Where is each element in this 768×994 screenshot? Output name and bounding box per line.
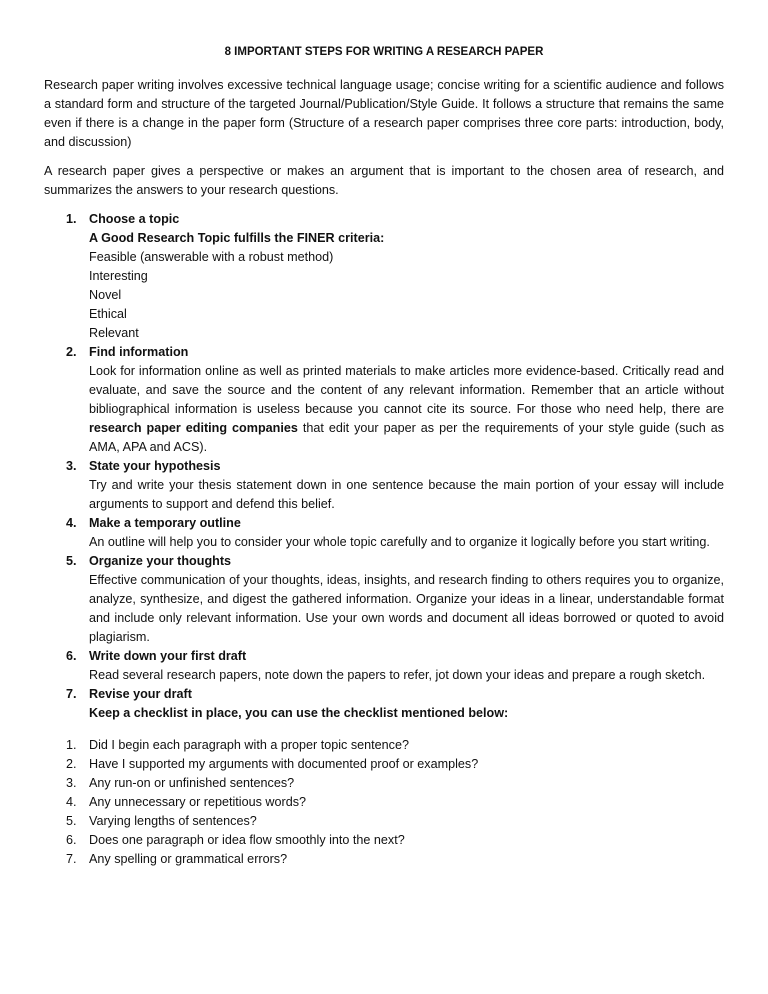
checklist-number: 6.: [66, 833, 77, 847]
checklist-number: 2.: [66, 757, 77, 771]
checklist-number: 3.: [66, 776, 77, 790]
checklist-number: 5.: [66, 814, 77, 828]
step-item: [44, 647, 724, 685]
step-item: [44, 685, 724, 723]
intro-paragraph-2: A research paper gives a perspective or makes an argument that is important to the chosen area of research, and summarizes the answers to your research questions.: [44, 164, 724, 197]
step-title: Make a temporary outline: [89, 516, 241, 530]
step-number: 4.: [66, 516, 77, 530]
checklist-text: Any run-on or unfinished sentences?: [89, 776, 295, 790]
checklist-item: [44, 831, 724, 850]
checklist-number: 1.: [66, 738, 77, 752]
step-number: 2.: [66, 345, 77, 359]
step-body: Try and write your thesis statement down in one sentence because the main portion of your essay will include arguments to support and defend this belief.: [89, 478, 724, 511]
steps-list: [44, 210, 724, 723]
criteria-item: Interesting: [89, 269, 148, 283]
revision-checklist: [44, 736, 724, 869]
checklist-text: Any spelling or grammatical errors?: [89, 852, 288, 866]
step-number: 3.: [66, 459, 77, 473]
checklist-text: Did I begin each paragraph with a proper topic sentence?: [89, 738, 409, 752]
step-number: 5.: [66, 554, 77, 568]
checklist-item: [44, 774, 724, 793]
checklist-number: 4.: [66, 795, 77, 809]
step-item: [44, 343, 724, 457]
checklist-item: [44, 755, 724, 774]
checklist-item: [44, 736, 724, 755]
step-title: State your hypothesis: [89, 459, 221, 473]
checklist-item: [44, 850, 724, 869]
step-title: Revise your draft: [89, 687, 192, 701]
step-item: [44, 457, 724, 514]
step-number: 7.: [66, 687, 77, 701]
checklist-text: Any unnecessary or repetitious words?: [89, 795, 307, 809]
step-item: [44, 514, 724, 552]
step-title: Write down your first draft: [89, 649, 247, 663]
step-number: 1.: [66, 212, 77, 226]
step-body: Effective communication of your thoughts, ideas, insights, and research finding to others requires you to organize, analyze, synthesize, and digest the gathered information. Organize your ideas in a linear, understandable format and include only relevant information. Use your own words and document all ideas borrowed or quoted to avoid plagiarism.: [89, 573, 724, 644]
step-number: 6.: [66, 649, 77, 663]
checklist-item: [44, 793, 724, 812]
step-subheading: A Good Research Topic fulfills the FINER criteria:: [89, 231, 385, 245]
step-body-emphasis: research paper editing companies: [89, 421, 298, 435]
step-title: Organize your thoughts: [89, 554, 232, 568]
step-subheading: Keep a checklist in place, you can use the checklist mentioned below:: [89, 706, 509, 720]
step-title: Find information: [89, 345, 189, 359]
step-body: Read several research papers, note down the papers to refer, jot down your ideas and prepare a rough sketch.: [89, 668, 706, 682]
criteria-item: Novel: [89, 288, 122, 302]
step-body-text: that edit your paper as per the requirements of your style guide (such as AMA, APA and ACS).: [89, 421, 724, 454]
finer-criteria-list: [89, 248, 724, 343]
checklist-text: Have I supported my arguments with documented proof or examples?: [89, 757, 479, 771]
step-body: An outline will help you to consider your whole topic carefully and to organize it logically before you start writing.: [89, 535, 710, 549]
checklist-number: 7.: [66, 852, 77, 866]
criteria-item: Feasible (answerable with a robust method): [89, 250, 334, 264]
step-title: Choose a topic: [89, 212, 180, 226]
step-item: [44, 210, 724, 343]
checklist-item: [44, 812, 724, 831]
intro-paragraph-1: Research paper writing involves excessive technical language usage; concise writing for a scientific audience and follows a standard form and structure of the targeted Journal/Publication/Style Guide. It follows a structure that remains the same even if there is a change in the paper form (Structure of a research paper comprises three core parts: introduction, body, and discussion): [44, 78, 724, 149]
step-body-text: Look for information online as well as printed materials to make articles more evidence-based. Critically read and evaluate, and save the source and the content of any relevant information. Remember that an article without bibliographical information is useless because you cannot cite its source. For those who need help, there are: [89, 364, 724, 416]
document-title: 8 IMPORTANT STEPS FOR WRITING A RESEARCH PAPER: [224, 46, 544, 58]
criteria-item: Ethical: [89, 307, 127, 321]
criteria-item: Relevant: [89, 326, 139, 340]
step-item: [44, 552, 724, 647]
step-body: [89, 362, 724, 457]
checklist-text: Varying lengths of sentences?: [89, 814, 257, 828]
checklist-text: Does one paragraph or idea flow smoothly into the next?: [89, 833, 405, 847]
